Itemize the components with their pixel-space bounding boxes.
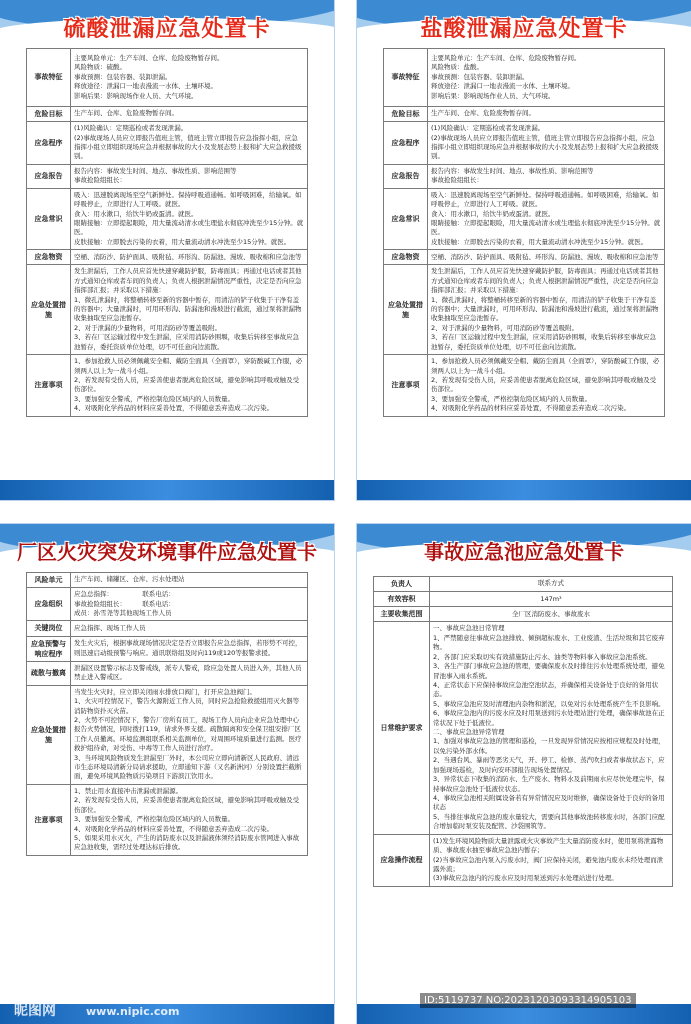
row-label: 注意事项 bbox=[27, 784, 71, 855]
row-label: 应急操作流程 bbox=[374, 834, 430, 886]
row-value: 主要风险单元：生产车间、仓库、危险废物暂存间。 风险物质：盐酸。 事故预测：包装容器、装卸泄漏。 释放途径：泄漏口一地表漫流一水体、土壤环境。 影响后果：影响现场作业人员、大气环境。 bbox=[428, 49, 665, 107]
table-row bbox=[27, 685, 308, 784]
table-row bbox=[27, 588, 308, 621]
watermark-id: ID:5119737 NO:20231203093314905103 bbox=[420, 993, 636, 1008]
watermark-logo: 昵图网 bbox=[14, 1003, 56, 1019]
row-value: 应急总指挥： 联系电话： 事故抢险组组长： 联系电话： 成员：孙雪尧等其他现场工作人员 bbox=[71, 588, 308, 621]
table-row bbox=[27, 355, 308, 417]
row-label: 应急处置措施 bbox=[27, 265, 71, 355]
row-label: 应急常识 bbox=[384, 188, 428, 250]
row-label: 负责人 bbox=[374, 577, 430, 592]
card-table bbox=[26, 572, 308, 856]
card-footer-band bbox=[357, 480, 691, 500]
row-label: 有效容积 bbox=[374, 592, 430, 607]
row-label: 危险目标 bbox=[384, 107, 428, 122]
row-label: 应急程序 bbox=[27, 122, 71, 165]
row-value: 吸入：迅速脱离现场至空气新鲜处。保持呼吸道通畅。如呼吸困难，给输氧。如呼吸停止，立即进行人工呼吸。就医。 食入：用水漱口，给饮牛奶或蛋清。就医。 眼睛接触：立即提起眼睑，用大量流动清水或生理盐水彻底冲洗至少15分钟。就医。 皮肤接触：立即脱去污染的衣着，用大量流动清水冲洗至少15分钟。就医。 bbox=[71, 188, 308, 250]
card-title: 盐酸泄漏应急处置卡 bbox=[420, 17, 628, 42]
row-value: 吸入：迅速脱离现场至空气新鲜处。保持呼吸道通畅。如呼吸困难，给输氧。如呼吸停止，立即进行人工呼吸。就医。 食入：用水漱口，给饮牛奶或蛋清。就医。 眼睛接触：立即提起眼睑，用大量流动清水或生理盐水彻底冲洗至少15分钟。就医。 皮肤接触：立即脱去污染的衣着，用大量流动清水冲洗至少15分钟。就医。 bbox=[428, 188, 665, 250]
card-accident-pool bbox=[357, 524, 691, 1024]
table-row bbox=[384, 122, 665, 165]
row-label: 应急物资 bbox=[384, 250, 428, 265]
row-label: 应急程序 bbox=[384, 122, 428, 165]
row-value: 报告内容：事故发生时间、地点、事故性质、影响范围等 事故抢险组组长： bbox=[428, 164, 665, 188]
table-row bbox=[27, 661, 308, 685]
row-value: 147m³ bbox=[430, 592, 673, 607]
row-label: 应急处置措施 bbox=[384, 265, 428, 355]
table-row bbox=[384, 164, 665, 188]
card-title: 硫酸泄漏应急处置卡 bbox=[63, 17, 271, 42]
table-row bbox=[374, 834, 673, 886]
table-row bbox=[374, 592, 673, 607]
row-value: 泄漏区设置警示标志及警戒线，派专人警戒，除应急处置人员进入外，其他人员禁止进入警戒区。 bbox=[71, 661, 308, 685]
table-row bbox=[384, 188, 665, 250]
row-label: 注意事项 bbox=[27, 355, 71, 417]
table-row bbox=[384, 265, 665, 355]
table-row bbox=[27, 636, 308, 661]
table-row bbox=[27, 784, 308, 855]
row-value: 生产车间、仓库、危险废物暂存间。 bbox=[71, 107, 308, 122]
row-label: 应急报告 bbox=[384, 164, 428, 188]
card-title: 事故应急池应急处置卡 bbox=[424, 540, 624, 564]
row-value: 1、禁止用水直接冲击泄漏或泄漏源。 2、若发现有受伤人员，应妥善使患者脱离危险区域，避免影响其呼吸或触及受伤部位。 3、要加强安全警戒，严格控制危险区域内的人员数量。 4、对吸附化学药品的材料应妥善处置，不得随意丢弃造成二次污染。 5、如果采用水灭火，产生的消防废水以及泄漏液体须经消防废水管网进入事故应急池收集，需经过处理达标后排放。 bbox=[71, 784, 308, 855]
table-row bbox=[384, 49, 665, 107]
row-label: 危险目标 bbox=[27, 107, 71, 122]
row-value: 空桶、消防沙、防护面具、吸附毡、环形沟、防漏池、漫坡、吸收棉和应急池等 bbox=[71, 250, 308, 265]
table-row bbox=[27, 250, 308, 265]
table-row bbox=[374, 577, 673, 592]
table-row bbox=[374, 607, 673, 622]
row-label: 应急物资 bbox=[27, 250, 71, 265]
row-value: 发生火灾后，根据事故现场情况决定是否立即报告应急总指挥，若形势不可控，则迅速启动级预警与响应。通讯联络组及时向119或120等报警求援。 bbox=[71, 636, 308, 661]
row-value: 一、事故应急池日常管理 1、严禁随意往事故应急池排放、倾倒超标废水、工业废渣、生活垃圾和其它废弃物。 2、各部门应采取切实有效措施防止污水、油类等物料事入事故应急池系统。 3、各生产部门事故应急池的管理，要确保废水及时排往污水处理系统处理，避免冒池事入雨水系统。 4、正常状态下应保持事故应急池空池状态，并确保相关设备处于良好的备用状态。 5、事故应急池应及时清理池内杂物和淤泥，以免对污水处理系统产生不良影响。 6、事故应急池内的污废水应及时用泵送到污水处理站进行处理，确保事故池在正常状况下处于低液位。 二、事故应急池异常管理 1、加强对事故应急池的管理和巡检，一旦发现异常情况应按相应规程及时处理，以免污染外部水体。 2、当遇台风、暴雨等恶劣天气，开、停工、检修、蒸汽吹扫或者事故状态下，应加强现场巡检，及时向安环部报告现场处置情况。 3、异常状态下收集的消防水、生产废水、物料水及前期雨水应尽快处理完毕，保持事故应急池处于低液位状态。 4、事故应急池相关附属设备若有异常情况应及时维修，确保设备处于良好的备用状态 5、当排往事故应急池的废水量较大，需要向其他事故池转移废水时，各部门应配合增加临时泵安装及配管、沙袋围筑等。 bbox=[430, 622, 673, 834]
table-row bbox=[27, 164, 308, 188]
table-row bbox=[384, 250, 665, 265]
table-row bbox=[384, 355, 665, 417]
card-table bbox=[373, 576, 673, 887]
row-label: 事故特征 bbox=[27, 49, 71, 107]
watermark-url: www.nipic.com bbox=[86, 1005, 180, 1018]
row-value: 联系方式 bbox=[430, 577, 673, 592]
row-label: 应急预警与响应程序 bbox=[27, 636, 71, 661]
row-value: (1)风险确认：定期巡检或者发现泄漏。 (2)事故现场人员应立即报告值班主管，值班主管立即报告应急指挥小组，应急指挥小组立即组织现场应急并根据事故的大小及发展态势上报和扩大应急救援级别。 bbox=[428, 122, 665, 165]
row-label: 应急处置措施 bbox=[27, 685, 71, 784]
card-footer-band bbox=[0, 480, 334, 500]
table-row bbox=[374, 622, 673, 834]
row-label: 注意事项 bbox=[384, 355, 428, 417]
card-sulfuric-acid bbox=[0, 0, 334, 500]
table-row bbox=[27, 621, 308, 636]
row-value: 1、参加抢救人员必须佩戴安全帽、戴防尘面具（全面罩），穿防酸碱工作服，必须两人以上为一战斗小组。 2、若发现有受伤人员，应妥善使患者脱离危险区域，避免影响其呼吸或触及受伤部位。 3、要加强安全警戒，严格控制危险区域内的人员数量。 4、对吸附化学药品的材料应妥善处置，不得随意丢弃造成二次污染。 bbox=[428, 355, 665, 417]
row-label: 疏散与撤离 bbox=[27, 661, 71, 685]
card-hydrochloric-acid bbox=[357, 0, 691, 500]
card-table bbox=[383, 48, 665, 417]
row-value: (1)发生环境风险物质大量泄露或火灾事故产生大量消防废水时，使用泵将泄露物质、事故废水抽至事故应急池内暂存； (2)当事故应急池内泵入污废水时，阀门应保持关闭，避免池内废水未经处理而泄露外流； (3)事故应急池内的污废水应及时用泵送到污水处理站进行处理。 bbox=[430, 834, 673, 886]
table-row bbox=[27, 107, 308, 122]
row-label: 应急组织 bbox=[27, 588, 71, 621]
row-label: 应急报告 bbox=[27, 164, 71, 188]
row-label: 应急常识 bbox=[27, 188, 71, 250]
row-value: 发生泄漏后，工作人员应首先快速穿戴防护服，防毒面具；再通过电话或者其他方式通知仓库或者车间的负责人；负责人根据泄漏情况严重性，决定是否向应急指挥部汇报；并采取以下措施： 1、微孔泄漏时，将整桶转移至新的容器中暂存，用清洁的铲子收集于干净有盖的容器中；大量泄漏时，可用环形沟、防漏池和漫坡进行截流，通过泵将泄漏物收集抽取至应急池暂存。 2、对于泄漏的少量物料，可用消防砂等覆盖吸附。 3、若在厂区运输过程中发生泄漏，应采用消防砂围堰，收集后转移至事故应急池暂存，委托资质单位处理，切不可任意向边流散。 bbox=[71, 265, 308, 355]
table-row bbox=[27, 122, 308, 165]
card-title: 厂区火灾突发环境事件应急处置卡 bbox=[17, 540, 317, 564]
row-label: 事故特征 bbox=[384, 49, 428, 107]
row-value: 主要风险单元：生产车间、仓库、危险废物暂存间。 风险物质：硫酸。 事故预测：包装容器、装卸泄漏。 释放途径：泄漏口一地表漫流一水体、土壤环境。 影响后果：影响现场作业人员、大气环境。 bbox=[71, 49, 308, 107]
row-value: 当发生火灾时，应立即关闭雨水排放口阀门，打开应急池阀门。 1、火灾可控情况下，警告火源附近工作人员，同时应急抢险救援组用灭火器等消防物资扑灭火苗。 2、火势不可控情况下，警告厂房所有员工，现场工作人员向企业应急处理中心报告火势情况，同时拨打119，请求外界支援。疏散隔离和安全保卫组安排厂区工作人员撤离。环境监测组联系相关监测单位，对周围环境质量进行监测。医疗救护组待命，对受伤、中毒等工作人员进行治疗。 3、当环境风险物质发生泄漏至厂外时，本公司应立即向清新区人民政府、清远市生态环境局清新分局请求援助，立即通知下游（又名新洲河）分别设置拦截断面，避免环境风险物质污染项目下游滨江饮用水。 bbox=[71, 685, 308, 784]
row-value: 1、参加抢救人员必须佩戴安全帽、戴防尘面具（全面罩），穿防酸碱工作服，必须两人以上为一战斗小组。 2、若发现有受伤人员，应妥善使患者脱离危险区域，避免影响其呼吸或触及受伤部位。 3、要加强安全警戒，严格控制危险区域内的人员数量。 4、对吸附化学药品的材料应妥善处置，不得随意丢弃造成二次污染。 bbox=[71, 355, 308, 417]
row-value: 发生泄漏后，工作人员应首先快速穿戴防护服，防毒面具；再通过电话或者其他方式通知仓库或者车间的负责人；负责人根据泄漏情况严重性，决定是否向应急指挥部汇报；并采取以下措施： 1、微孔泄漏时，将整桶转移至新的容器中暂存，用清洁的铲子收集于干净有盖的容器中；大量泄漏时，可用环形沟、防漏池和漫坡进行截流，通过泵将泄漏物收集抽取至应急池暂存。 2、对于泄漏的少量物料，可用消防砂等覆盖吸附。 3、若在厂区运输过程中发生泄漏，应采用消防砂围堰，收集后转移至事故应急池暂存，委托资质单位处理，切不可任意向边流散。 bbox=[428, 265, 665, 355]
row-value: (1)风险确认：定期巡检或者发现泄漏。 (2)事故现场人员应立即报告值班主管，值班主管立即报告应急指挥小组，应急指挥小组立即组织现场应急并根据事故的大小及发展态势上报和扩大应急救援级别。 bbox=[71, 122, 308, 165]
row-value: 应急指挥、现场工作人员 bbox=[71, 621, 308, 636]
row-value: 空桶、消防沙、防护面具、吸附毡、环形沟、防漏池、漫坡、吸收棉和应急池等 bbox=[428, 250, 665, 265]
table-row bbox=[384, 107, 665, 122]
card-table bbox=[26, 48, 308, 417]
card-fire-emergency bbox=[0, 524, 334, 1024]
table-row bbox=[27, 265, 308, 355]
row-label: 关键岗位 bbox=[27, 621, 71, 636]
row-value: 生产车间、储罐区、仓库、污水处理站 bbox=[71, 573, 308, 588]
table-row bbox=[27, 573, 308, 588]
row-label: 日常维护要求 bbox=[374, 622, 430, 834]
row-label: 主要收集范围 bbox=[374, 607, 430, 622]
row-value: 全厂区消防废水、事故废水 bbox=[430, 607, 673, 622]
table-row bbox=[27, 49, 308, 107]
table-row bbox=[27, 188, 308, 250]
row-value: 生产车间、仓库、危险废物暂存间。 bbox=[428, 107, 665, 122]
row-label: 风险单元 bbox=[27, 573, 71, 588]
row-value: 报告内容：事故发生时间、地点、事故性质、影响范围等 事故抢险组组长： bbox=[71, 164, 308, 188]
